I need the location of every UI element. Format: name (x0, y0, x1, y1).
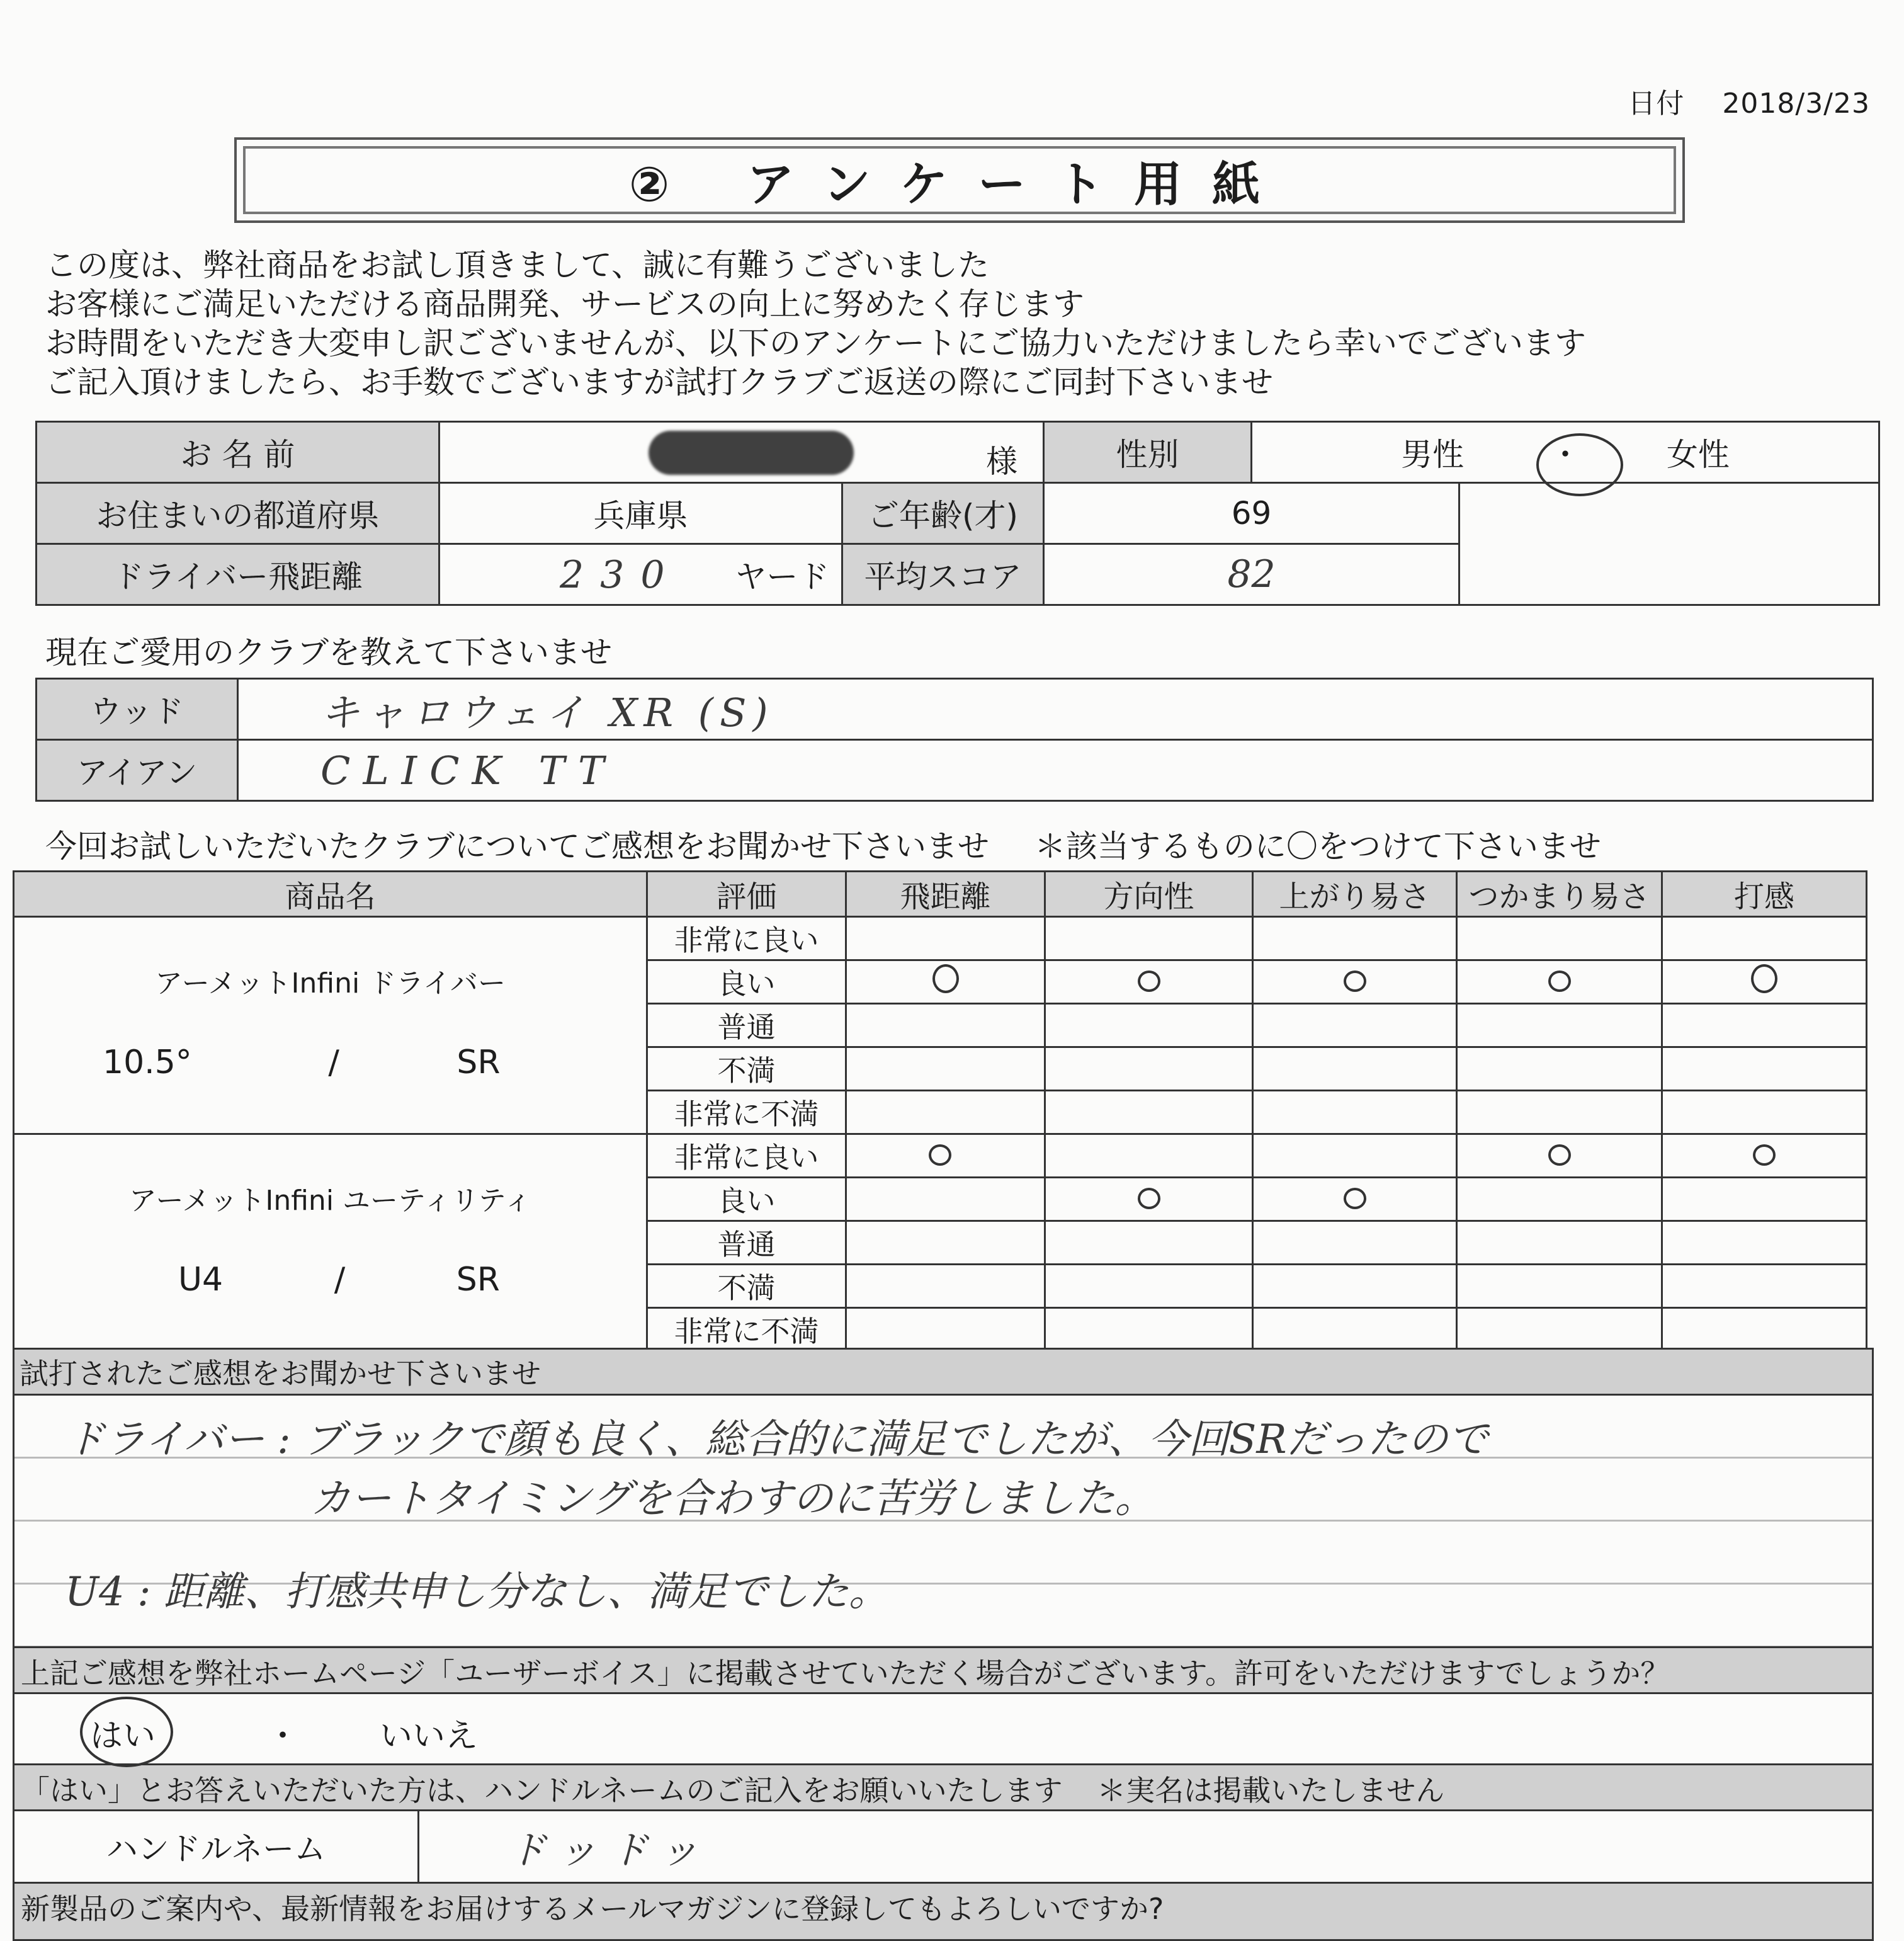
rating-cell[interactable] (846, 1004, 1045, 1047)
col-distance: 飛距離 (846, 872, 1045, 917)
rating-label: 普通 (647, 1221, 846, 1265)
name-suffix: 様 (986, 443, 1017, 480)
rating-cell[interactable] (846, 1265, 1045, 1308)
selected-circle-mark (1753, 1144, 1776, 1166)
permission-circle-mark (80, 1697, 173, 1767)
col-feel: 打感 (1662, 872, 1867, 917)
permission-separator: ・ (266, 1717, 300, 1755)
magazine-question: 新製品のご案内や、最新情報をお届けするメールマガジンに登録してもよろしいですか? (14, 1882, 1872, 1939)
rating-cell[interactable] (1457, 1047, 1662, 1091)
intro-line: お時間をいただき大変申し訳ございませんが、以下のアンケートにご協力いただけましたら幸いでございます (45, 325, 1586, 361)
feedback-heading: 試打されたご感想をお聞かせ下さいませ (14, 1350, 1872, 1396)
col-direction: 方向性 (1045, 872, 1253, 917)
age-value[interactable]: 69 (1044, 483, 1459, 544)
product-name: アーメットInfini ユーティリティ (128, 1185, 532, 1217)
date-label: 日付 (1628, 88, 1685, 120)
rating-cell[interactable] (1662, 1004, 1867, 1047)
rating-cell[interactable] (1253, 1178, 1457, 1221)
evaluation-table (13, 870, 1867, 1352)
gender-male[interactable]: 男性 (1401, 436, 1465, 473)
rating-cell[interactable] (846, 1134, 1045, 1178)
rating-cell[interactable] (1045, 1004, 1253, 1047)
drive-distance-label: ドライバー飛距離 (37, 544, 439, 605)
wood-field[interactable] (238, 679, 1873, 740)
rating-cell[interactable] (1457, 1134, 1662, 1178)
col-launch: 上がり易さ (1253, 872, 1457, 917)
wood-label: ウッド (37, 679, 238, 740)
selected-circle-mark (1344, 970, 1366, 992)
feedback-textarea[interactable] (14, 1396, 1872, 1646)
handle-row (14, 1811, 1872, 1882)
info-blank (1459, 483, 1879, 605)
rating-label: 非常に不満 (647, 1308, 846, 1352)
selected-circle-mark (929, 1144, 951, 1166)
rating-cell[interactable] (1662, 1265, 1867, 1308)
rating-cell[interactable] (846, 1178, 1045, 1221)
rating-cell[interactable] (846, 960, 1045, 1004)
handle-heading-text: 「はい」とお答えいただいた方は、ハンドルネームのご記入をお願いいたします (21, 1773, 1063, 1807)
selected-circle-mark (1138, 1188, 1160, 1209)
selected-circle-mark (1751, 964, 1777, 993)
permission-no[interactable]: いいえ (380, 1717, 479, 1755)
rating-cell[interactable] (1457, 960, 1662, 1004)
col-grip: つかまり易さ (1457, 872, 1662, 917)
intro-line: ご記入頂けましたら、お手数でございますが試打クラブご返送の際にご同封下さいませ (45, 364, 1273, 401)
rating-cell[interactable] (1662, 960, 1867, 1004)
drive-distance-field[interactable] (439, 544, 842, 605)
rating-cell[interactable] (1045, 1178, 1253, 1221)
selected-circle-mark (1138, 970, 1160, 992)
permission-yes[interactable]: はい (90, 1717, 156, 1755)
handle-note: ＊実名は掲載いたしません (1097, 1773, 1445, 1807)
product-name: アーメットInfini ドライバー (155, 967, 506, 999)
iron-value: CLICK TT (320, 747, 617, 794)
rating-cell[interactable] (1045, 917, 1253, 960)
permission-options (14, 1694, 1872, 1763)
iron-field[interactable] (238, 740, 1873, 801)
col-product: 商品名 (14, 872, 647, 917)
rating-label: 不満 (647, 1047, 846, 1091)
date-value: 2018/3/23 (1722, 88, 1870, 120)
rating-cell[interactable] (1457, 1308, 1662, 1352)
age-label: ご年齢(才) (842, 483, 1044, 544)
rating-label: 不満 (647, 1265, 846, 1308)
selected-circle-mark (1344, 1188, 1366, 1209)
product-loft: 10.5° (103, 1044, 192, 1081)
product-spec-separator: / (328, 1044, 339, 1081)
name-redaction (649, 431, 854, 475)
gender-separator: ・ (1550, 436, 1581, 473)
rating-cell[interactable] (846, 1221, 1045, 1265)
rating-cell[interactable] (1045, 1047, 1253, 1091)
rating-cell[interactable] (1045, 1134, 1253, 1178)
product-loft: U4 (178, 1261, 224, 1299)
product-spec-separator: / (334, 1261, 346, 1299)
gender-label: 性別 (1044, 422, 1252, 483)
rating-label: 非常に良い (647, 1134, 846, 1178)
rating-cell[interactable] (1662, 1134, 1867, 1178)
evaluation-heading-text: 今回お試しいただいたクラブについてご感想をお聞かせ下さいませ (45, 828, 989, 865)
rating-cell[interactable] (1253, 1308, 1457, 1352)
rating-cell[interactable] (1457, 1221, 1662, 1265)
handle-value: ドッドッ (507, 1826, 711, 1873)
avg-score-value: 82 (1227, 552, 1276, 596)
intro-line: お客様にご満足いただける商品開発、サービスの向上に努めたく存じます (45, 286, 1084, 322)
permission-question: 上記ご感想を弊社ホームページ「ユーザーボイス」に掲載させていただく場合がございます。許可をいただけますでしょうか？ (14, 1646, 1872, 1694)
rating-cell[interactable] (1662, 1221, 1867, 1265)
product-flex: SR (456, 1261, 500, 1299)
current-clubs-table (35, 678, 1874, 802)
col-rating: 評価 (647, 872, 846, 917)
gender-circle-mark (1536, 433, 1623, 496)
rating-cell[interactable] (1253, 1221, 1457, 1265)
rating-cell[interactable] (1662, 1178, 1867, 1221)
rating-cell[interactable] (1253, 1134, 1457, 1178)
drive-distance-unit: ヤード (735, 559, 830, 595)
product-cell (14, 917, 647, 1134)
rating-label: 非常に良い (647, 917, 846, 960)
product-spec (103, 1261, 646, 1299)
rating-cell[interactable] (1662, 917, 1867, 960)
rating-cell[interactable] (1045, 1091, 1253, 1134)
form-title: ② アンケート用紙 (234, 137, 1685, 223)
rating-cell[interactable] (1045, 1308, 1253, 1352)
iron-label: アイアン (37, 740, 238, 801)
rating-label: 非常に不満 (647, 1091, 846, 1134)
rating-cell[interactable] (846, 1091, 1045, 1134)
evaluation-note: ＊該当するものに〇をつけて下さいませ (1034, 828, 1601, 865)
rating-cell[interactable] (846, 1047, 1045, 1091)
rating-label: 良い (647, 1178, 846, 1221)
rating-cell[interactable] (1457, 1091, 1662, 1134)
rating-label: 良い (647, 960, 846, 1004)
rating-label: 普通 (647, 1004, 846, 1047)
gender-female[interactable]: 女性 (1666, 436, 1730, 473)
rating-cell[interactable] (1662, 1308, 1867, 1352)
rating-cell[interactable] (1662, 1091, 1867, 1134)
product-cell (14, 1134, 647, 1352)
product-flex: SR (456, 1044, 501, 1081)
wood-value: キャロウェイ XR (S) (320, 689, 774, 736)
rating-cell[interactable] (1253, 960, 1457, 1004)
handle-label: ハンドルネーム (14, 1811, 419, 1882)
prefecture-label: お住まいの都道府県 (37, 483, 439, 544)
drive-distance-value: 230 (560, 553, 681, 597)
rating-cell[interactable] (1457, 1265, 1662, 1308)
rating-cell[interactable] (846, 917, 1045, 960)
avg-score-label: 平均スコア (842, 544, 1044, 605)
product-spec (103, 1044, 646, 1081)
rating-cell[interactable] (1045, 960, 1253, 1004)
rating-cell[interactable] (1253, 1091, 1457, 1134)
feedback-line: カートタイミングを合わすのに苦労しました。 (310, 1476, 1155, 1522)
rating-cell[interactable] (1662, 1047, 1867, 1091)
rating-cell[interactable] (846, 1308, 1045, 1352)
intro-line: この度は、弊社商品をお試し頂きまして、誠に有難うございました (45, 247, 989, 283)
selected-circle-mark (932, 964, 959, 993)
date-line (1628, 81, 1870, 121)
rating-cell[interactable] (1253, 1047, 1457, 1091)
handle-field[interactable] (419, 1811, 1872, 1882)
current-clubs-heading: 現在ご愛用のクラブを教えて下さいませ (45, 634, 612, 671)
rating-cell[interactable] (1045, 1221, 1253, 1265)
feedback-line: ドライバー : ブラックで顔も良く、総合的に満足でしたが、今回SRだったので (65, 1416, 1488, 1463)
evaluation-heading (45, 821, 1601, 867)
feedback-section (13, 1348, 1874, 1941)
intro-text (45, 246, 1586, 402)
selected-circle-mark (1548, 970, 1571, 992)
feedback-line: U4 : 距離、打感共申し分なし、満足でした。 (65, 1569, 889, 1615)
avg-score-field[interactable] (1044, 544, 1459, 605)
rating-cell[interactable] (1457, 1178, 1662, 1221)
rating-cell[interactable] (1253, 1265, 1457, 1308)
selected-circle-mark (1548, 1144, 1571, 1166)
rating-cell[interactable] (1457, 1004, 1662, 1047)
rating-cell[interactable] (1045, 1265, 1253, 1308)
name-label: お 名 前 (37, 422, 439, 483)
rating-cell[interactable] (1253, 1004, 1457, 1047)
rating-cell[interactable] (1253, 917, 1457, 960)
handle-heading (14, 1763, 1872, 1811)
rating-cell[interactable] (1457, 917, 1662, 960)
prefecture-value[interactable]: 兵庫県 (439, 483, 842, 544)
